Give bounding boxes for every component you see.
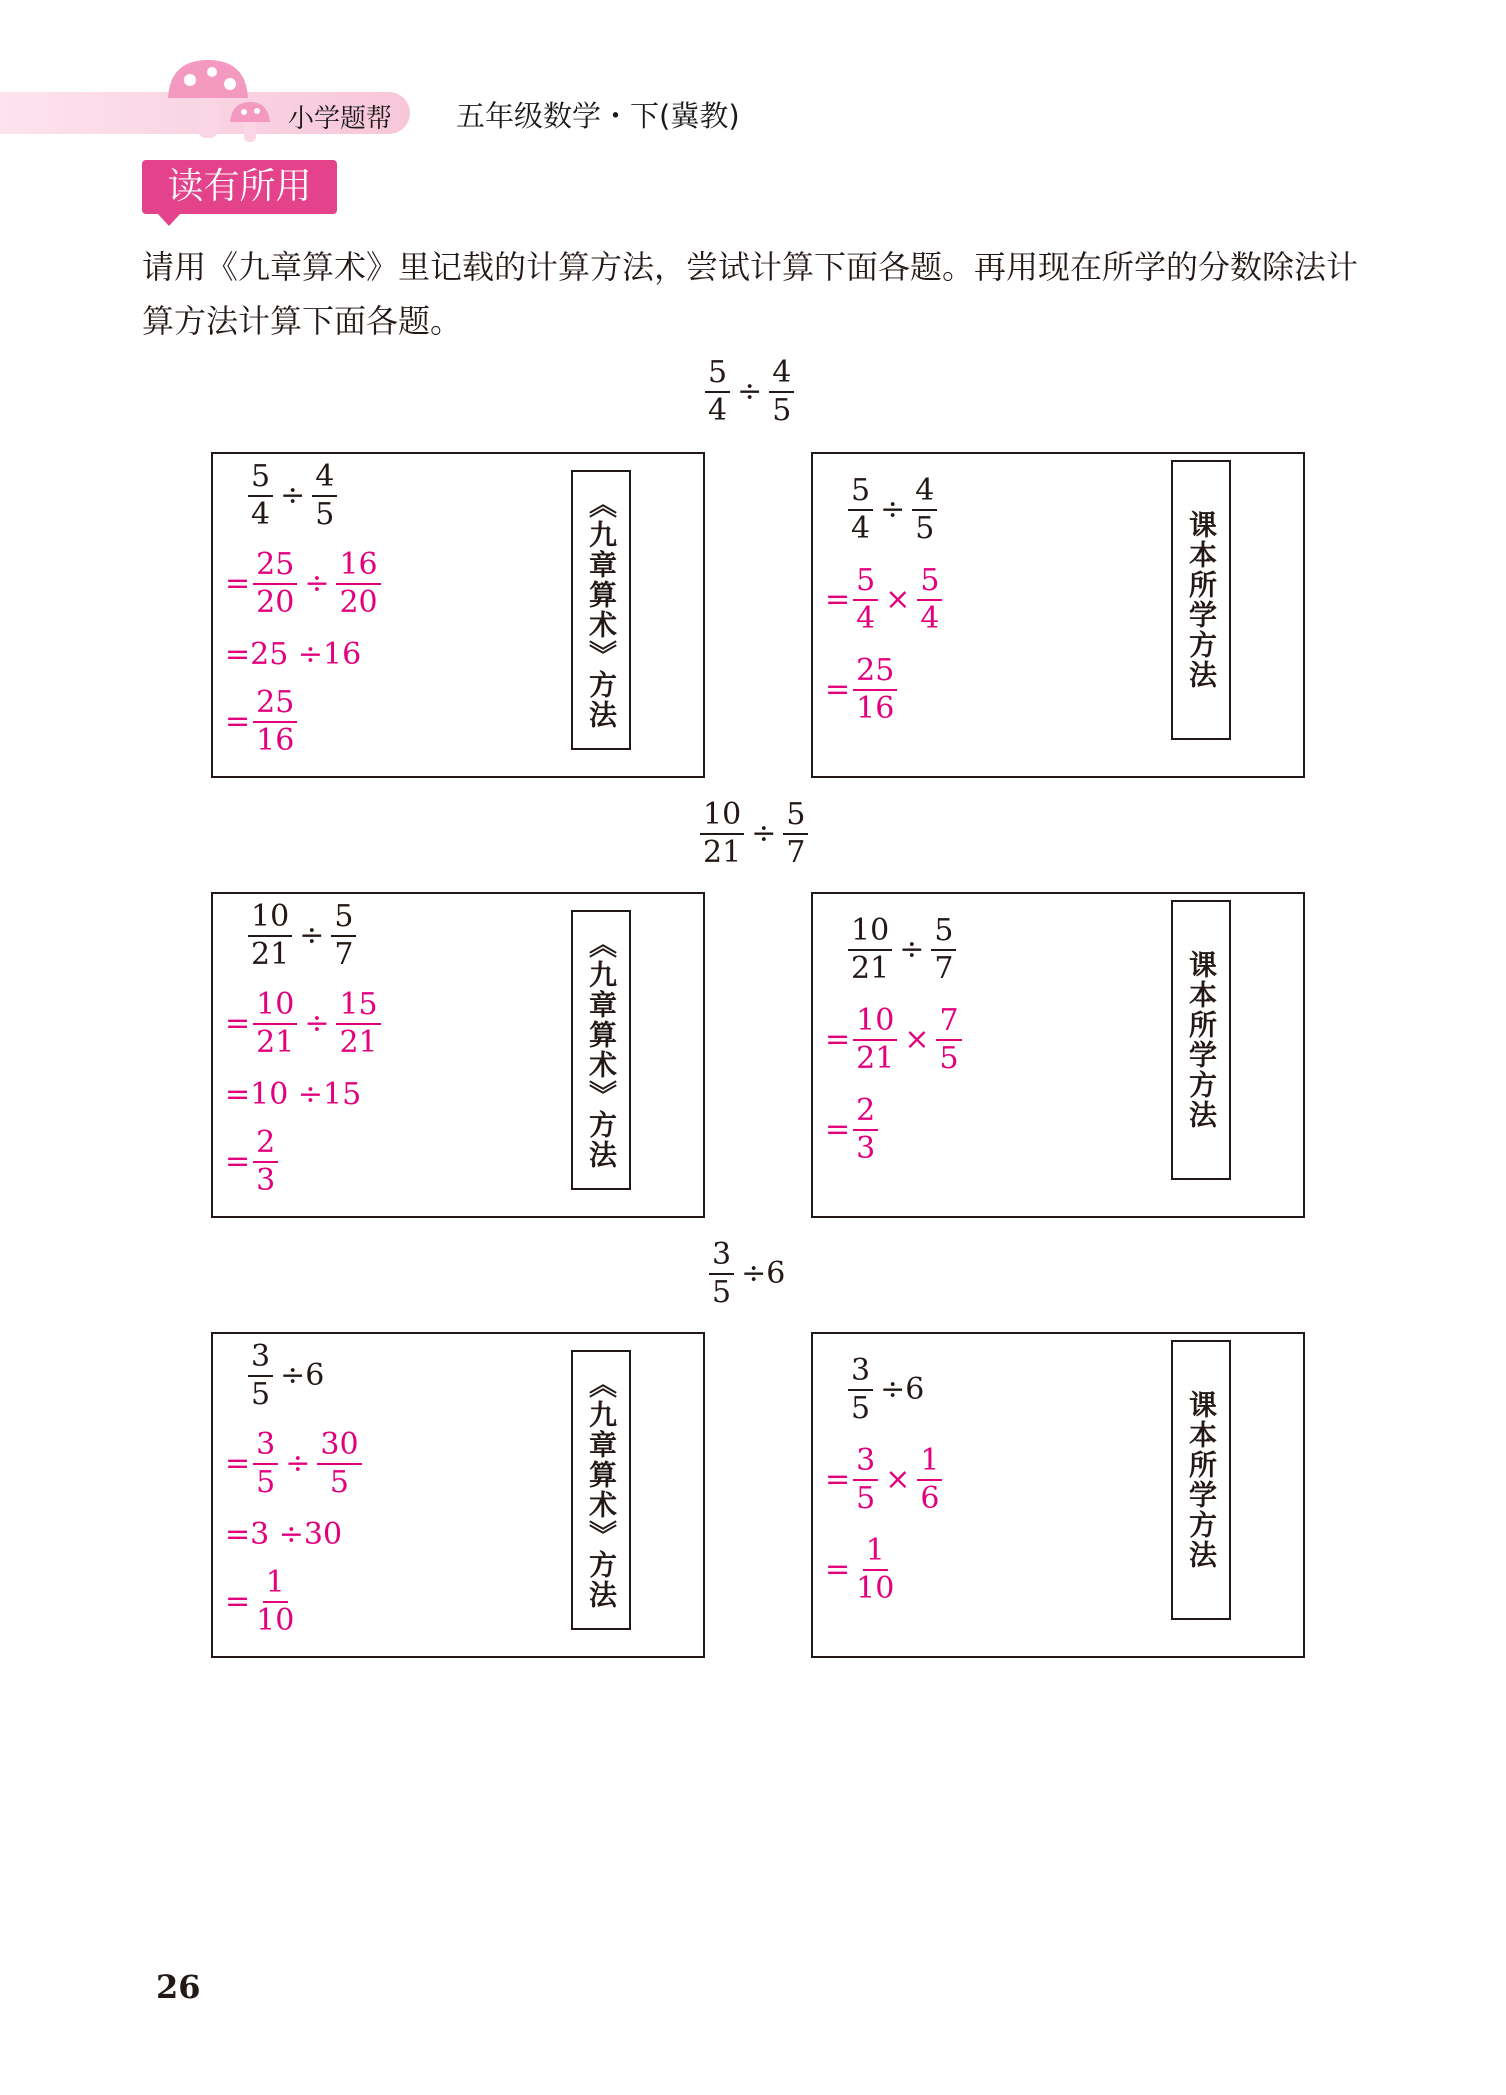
page-number: 26 <box>156 1968 201 2006</box>
problem-3-ancient-result: = $\frac{1}{10}$ <box>225 1565 295 1638</box>
series-name: 小学题帮 <box>288 104 393 134</box>
problem-1-ancient-result: = $\frac{25}{16}$ <box>225 688 300 756</box>
label-textbook-method: 课本所学方法 <box>1171 460 1231 740</box>
problem-1-ancient-box <box>211 452 705 778</box>
label-textbook-method: 课本所学方法 <box>1171 1340 1231 1620</box>
problem-1-textbook-result: = $\frac{25}{16}$ <box>825 656 900 724</box>
problem-2-ancient-step-2: =10 ÷15 <box>225 1077 362 1112</box>
problem-1-title: $\frac{5}{4}$ ÷ $\frac{4}{5}$ <box>702 358 797 426</box>
problem-1-textbook-step-1: = $\frac{5}{4}$ × $\frac{5}{4}$ <box>825 566 945 634</box>
problem-1-ancient-step-2: =25 ÷16 <box>225 637 362 672</box>
problem-2-ancient-step-1: = $\frac{10}{21}$ ÷ $\frac{15}{21}$ <box>225 990 384 1058</box>
problem-2-title: $\frac{10}{21}$ ÷ $\frac{5}{7}$ <box>697 800 811 868</box>
problem-3-ancient-step-1: = $\frac{3}{5}$ ÷ $\frac{30}{5}$ <box>225 1430 365 1498</box>
mushroom-icon <box>160 56 280 148</box>
label-ancient-method: 《九章算术》方法 <box>571 910 631 1190</box>
problem-3-textbook-box <box>811 1332 1305 1658</box>
problem-3-ancient-given: $\frac{3}{5}$ ÷6 <box>245 1342 328 1410</box>
problem-3-title: $\frac{3}{5}$ ÷6 <box>706 1240 789 1308</box>
problem-2-ancient-given: $\frac{10}{21}$ ÷ $\frac{5}{7}$ <box>245 902 359 970</box>
problem-2-ancient-box <box>211 892 705 1218</box>
problem-1-ancient-given: $\frac{5}{4}$ ÷ $\frac{4}{5}$ <box>245 462 340 530</box>
problem-1-textbook-box <box>811 452 1305 778</box>
problem-3-textbook-given: $\frac{3}{5}$ ÷6 <box>845 1356 928 1424</box>
instruction-text: 请用《九章算术》里记载的计算方法，尝试计算下面各题。再用现在所学的分数除法计算方法计算下面各题。 <box>142 248 1359 340</box>
problem-2-textbook-box <box>811 892 1305 1218</box>
label-ancient-method: 《九章算术》方法 <box>571 470 631 750</box>
problem-2-textbook-result: = $\frac{2}{3}$ <box>825 1096 881 1164</box>
problem-1-ancient-step-1: = $\frac{25}{20}$ ÷ $\frac{16}{20}$ <box>225 550 384 618</box>
problem-3-ancient-step-2: =3 ÷30 <box>225 1517 343 1552</box>
section-tag-tail <box>158 214 180 226</box>
problem-3-ancient-box <box>211 1332 705 1658</box>
problem-2-textbook-step-1: = $\frac{10}{21}$ × $\frac{7}{5}$ <box>825 1006 965 1074</box>
section-tag: 读有所用 <box>142 160 337 214</box>
label-ancient-method: 《九章算术》方法 <box>571 1350 631 1630</box>
problem-3-textbook-step-1: = $\frac{3}{5}$ × $\frac{1}{6}$ <box>825 1446 945 1514</box>
book-title: 五年级数学・下(冀教) <box>456 99 740 133</box>
problem-1-textbook-given: $\frac{5}{4}$ ÷ $\frac{4}{5}$ <box>845 476 940 544</box>
problem-3-textbook-result: = $\frac{1}{10}$ <box>825 1533 895 1606</box>
label-textbook-method: 课本所学方法 <box>1171 900 1231 1180</box>
problem-2-textbook-given: $\frac{10}{21}$ ÷ $\frac{5}{7}$ <box>845 916 959 984</box>
problem-2-ancient-result: = $\frac{2}{3}$ <box>225 1128 281 1196</box>
